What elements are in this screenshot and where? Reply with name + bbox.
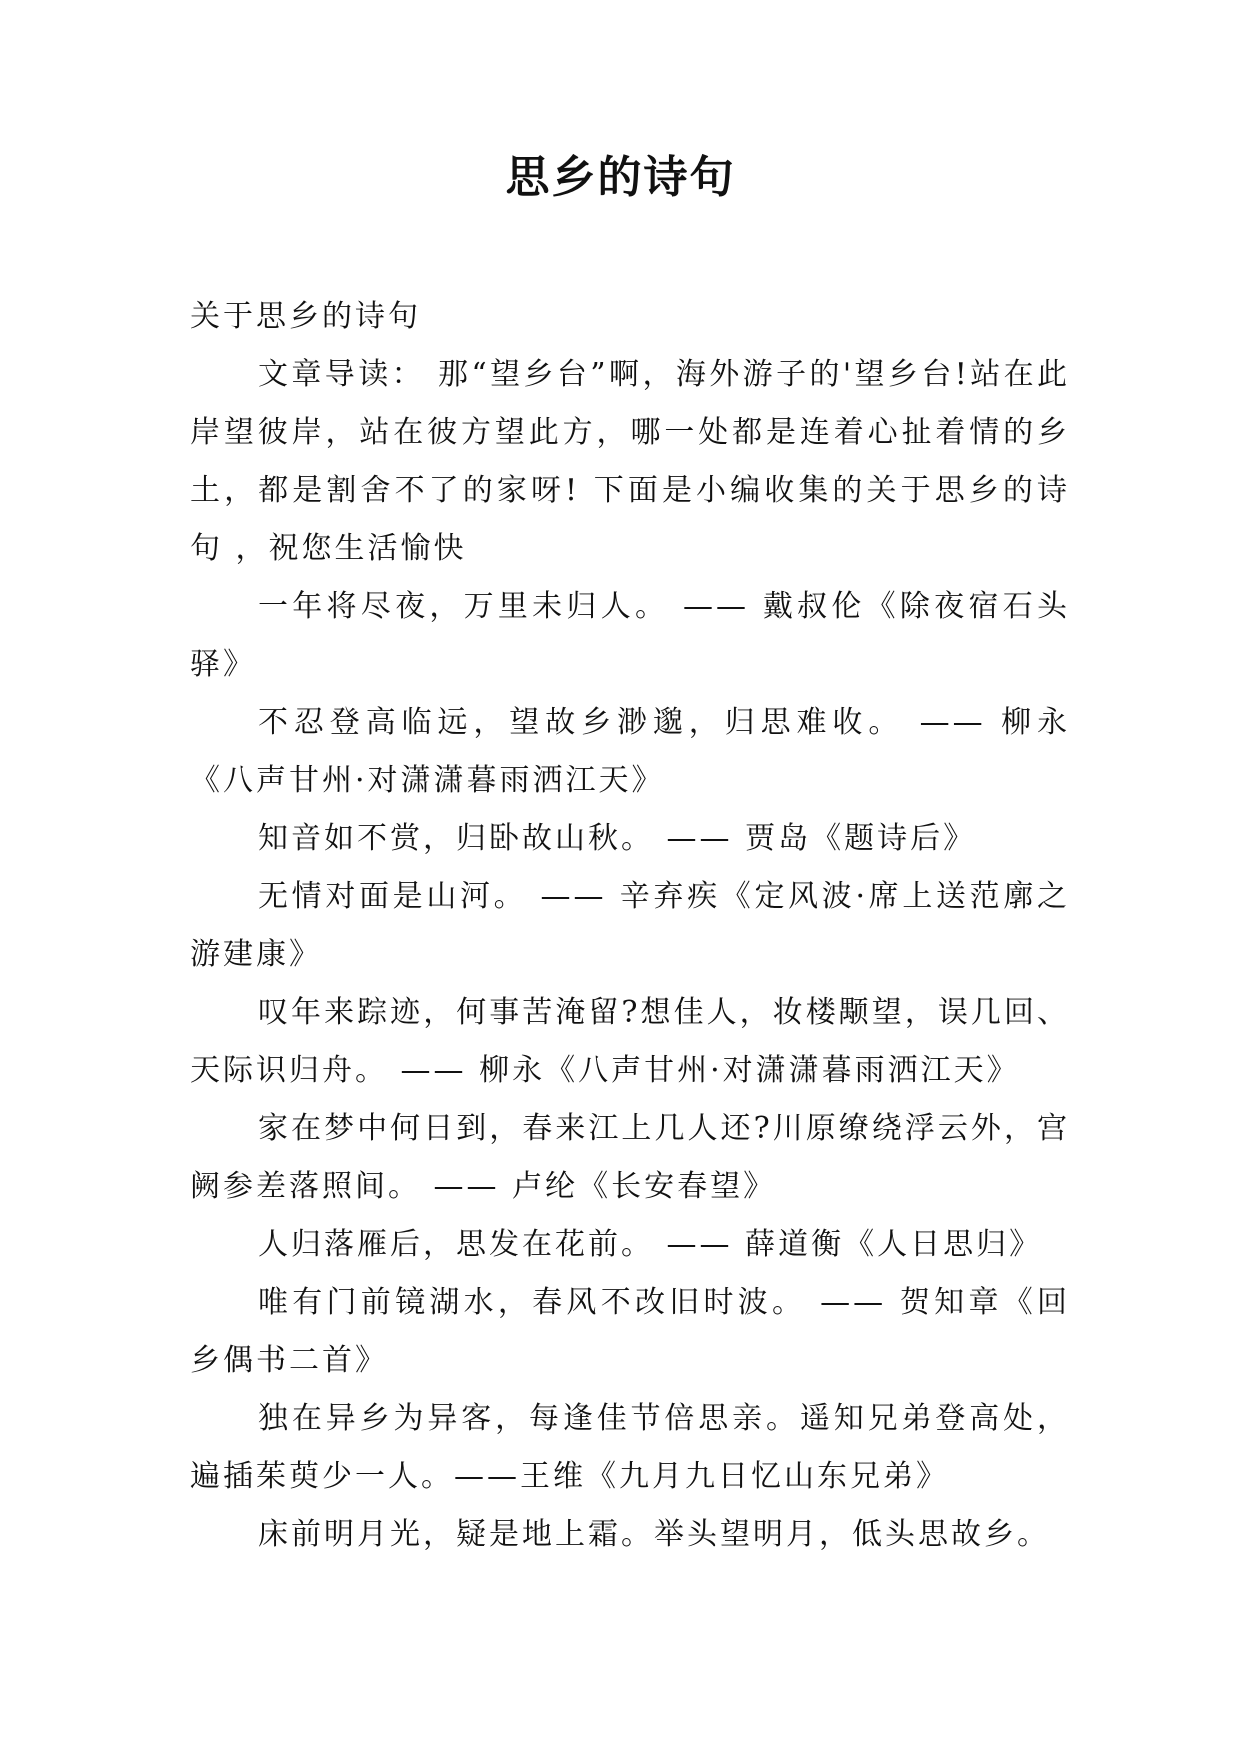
poem-line: 不忍登高临远，望故乡渺邈，归思难收。 —— 柳永《八声甘州·对潇潇暮雨洒江天》 <box>190 705 1070 798</box>
poem-line: 叹年来踪迹，何事苦淹留?想佳人，妆楼颙望，误几回、天际识归舟。 —— 柳永《八声甘州·对潇潇暮雨洒江天》 <box>190 995 1070 1088</box>
poem-line: 知音如不赏，归卧故山秋。 —— 贾岛《题诗后》 <box>258 821 977 856</box>
poem-line: 床前明月光，疑是地上霜。举头望明月，低头思故乡。 <box>258 1517 1050 1552</box>
page-title: 思乡的诗句 <box>505 152 736 203</box>
poem-line: 独在异乡为异客，每逢佳节倍思亲。遥知兄弟登高处，遍插茱萸少一人。——王维《九月九日忆山东兄弟》 <box>190 1401 1070 1494</box>
intro-paragraph: 文章导读： 那“望乡台”啊，海外游子的'望乡台!站在此岸望彼岸，站在彼方望此方，哪一处都是连着心扯着情的乡土，都是割舍不了的家呀! 下面是小编收集的关于思乡的诗句 ，祝您生活愉快 <box>190 357 1070 566</box>
poem-line: 无情对面是山河。 —— 辛弃疾《定风波·席上送范廓之游建康》 <box>190 879 1070 972</box>
subtitle: 关于思乡的诗句 <box>190 299 421 334</box>
poem-line: 人归落雁后，思发在花前。 —— 薛道衡《人日思归》 <box>258 1227 1043 1262</box>
poem-line: 唯有门前镜湖水，春风不改旧时波。 —— 贺知章《回乡偶书二首》 <box>190 1285 1070 1378</box>
poem-line: 家在梦中何日到，春来江上几人还?川原缭绕浮云外，宫阙参差落照间。 —— 卢纶《长安春望》 <box>190 1111 1070 1204</box>
poem-line: 一年将尽夜，万里未归人。 —— 戴叔伦《除夜宿石头驿》 <box>190 589 1070 682</box>
document-body <box>190 288 1070 1564</box>
